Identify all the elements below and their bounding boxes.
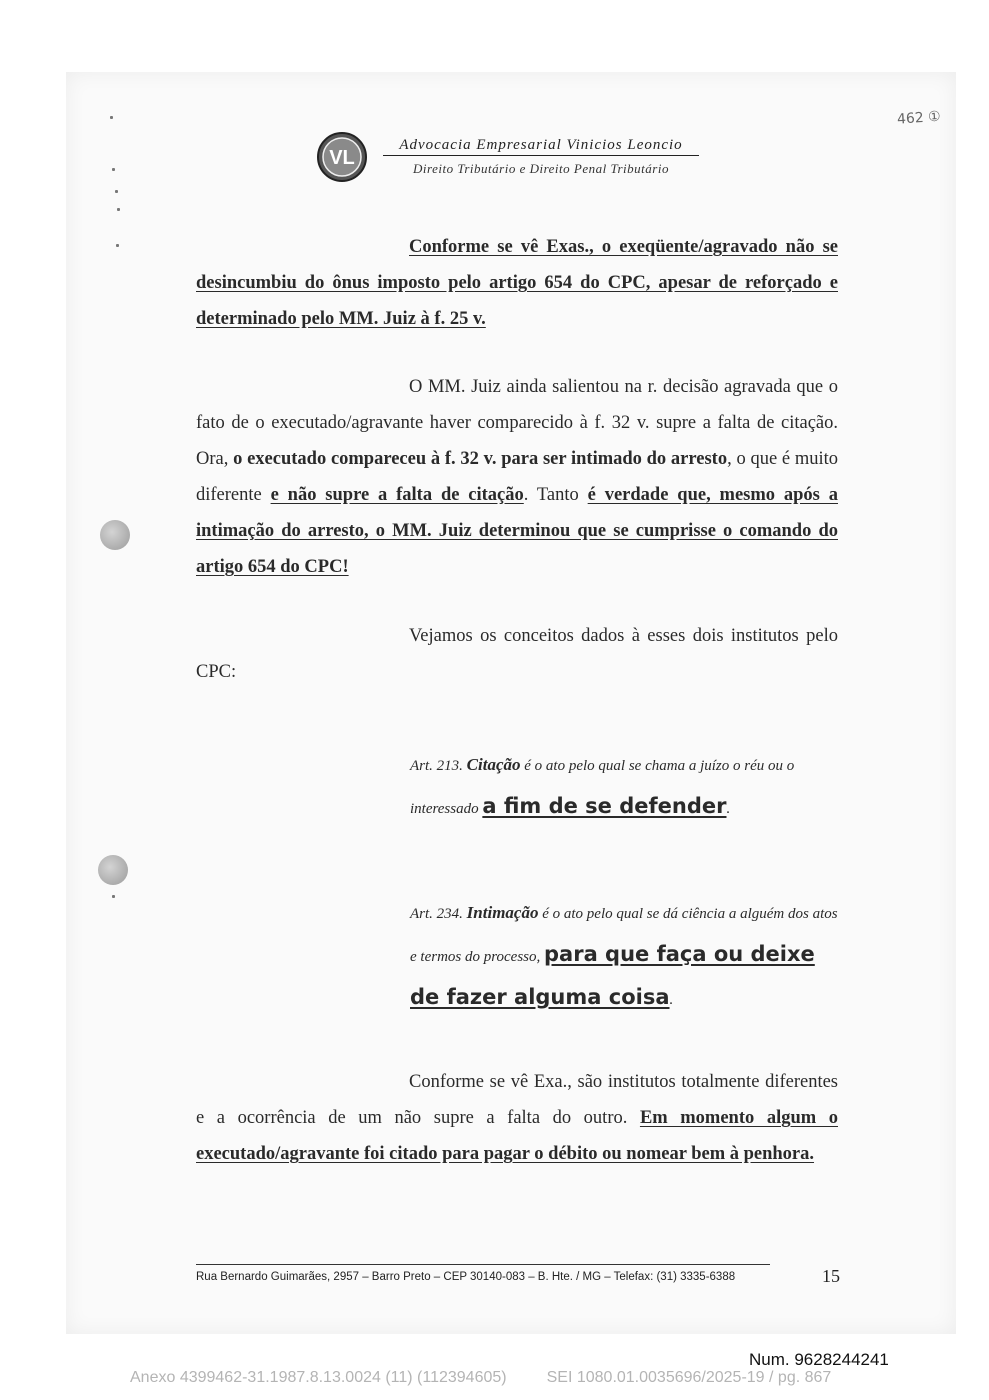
quote-2-term: Intimação: [466, 903, 539, 922]
paragraph-4-text: Conforme se vê Exa., são institutos totalmente diferentes e a ocorrência de um não supre a falta do outro.: [196, 1072, 838, 1128]
paragraph-1-text: Conforme se vê Exas., o exeqüente/agravado não se desincumbiu do ônus imposto pelo artigo 654 do CPC, apesar de reforçado e determinado pelo MM. Juiz à f. 25 v.: [196, 237, 838, 329]
quote-article-213: [410, 745, 840, 829]
scan-speck: [112, 895, 115, 898]
logo-text: VL: [329, 147, 355, 169]
firm-subtitle: Direito Tributário e Direito Penal Tributário: [413, 161, 669, 176]
quote-2-article: Art. 234.: [410, 906, 463, 922]
paragraph-2-middle: , o que é muito diferente: [196, 449, 839, 505]
paragraph-4: [196, 1064, 838, 1172]
paragraph-3-text: Vejamos os conceitos dados à esses dois institutos pelo CPC:: [196, 626, 838, 682]
footer-address: Rua Bernardo Guimarães, 2957 – Barro Preto – CEP 30140-083 – B. Hte. / MG – Telefax: (31) 3335-6388: [196, 1271, 736, 1283]
paragraph-3: [196, 618, 838, 690]
paragraph-2-connector: . Tanto: [523, 485, 588, 505]
paragraph-2-emphasis: e não supre a falta de citação: [270, 485, 524, 505]
annex-reference: [130, 1369, 831, 1387]
firm-name: Advocacia Empresarial Vinicios Leoncio: [383, 137, 699, 156]
quote-2-end: .: [669, 992, 674, 1008]
paragraph-2-conclusion: é verdade que, mesmo após a intimação do arresto, o MM. Juiz determinou que se cumprisse o comando do artigo 654 do CPC!: [196, 485, 838, 577]
quote-1-term: Citação: [466, 755, 521, 774]
firm-logo-icon: [316, 131, 368, 183]
quote-2-emphasis: para que faça ou deixe de fazer alguma coisa: [410, 942, 815, 1009]
annex-sei-reference: SEI 1080.01.0035696/2025-19 / pg. 867: [546, 1369, 832, 1386]
quote-1-emphasis: a fim de se defender: [482, 794, 727, 818]
document-number: Num. 9628244241: [749, 1350, 889, 1369]
quote-1-text: é o ato pelo qual se chama a juízo o réu ou o interessado: [410, 758, 795, 817]
binder-hole: [100, 520, 130, 550]
scan-speck: [115, 190, 118, 193]
binder-hole: [98, 855, 128, 885]
scan-speck: [117, 208, 120, 211]
quote-2-text: é o ato pelo qual se dá ciência a alguém dos atos e termos do processo,: [410, 906, 838, 965]
paragraph-4-emphasis: Em momento algum o executado/agravante foi citado para pagar o débito ou nomear bem à penhora.: [196, 1108, 838, 1164]
scan-speck: [116, 244, 119, 247]
scan-speck: [112, 168, 115, 171]
footer-divider: [196, 1264, 770, 1265]
paragraph-2-bold: o executado compareceu à f. 32 v. para ser intimado do arresto: [233, 449, 728, 469]
handwritten-page-note: 462 ①: [896, 108, 942, 128]
quote-article-234: [410, 893, 840, 1020]
paragraph-2-intro: O MM. Juiz ainda salientou na r. decisão agravada que o fato de o executado/agravante haver comparecido à f. 32 v. supre a falta de citação. Ora,: [196, 377, 838, 469]
quote-1-end: .: [726, 801, 731, 817]
quote-1-article: Art. 213.: [410, 758, 463, 774]
paragraph-2: [196, 369, 838, 585]
page-number: 15: [822, 1266, 840, 1286]
annex-process-number: Anexo 4399462-31.1987.8.13.0024 (11) (112394605): [130, 1369, 507, 1386]
paragraph-1: [196, 229, 838, 337]
scan-speck: [110, 116, 113, 119]
